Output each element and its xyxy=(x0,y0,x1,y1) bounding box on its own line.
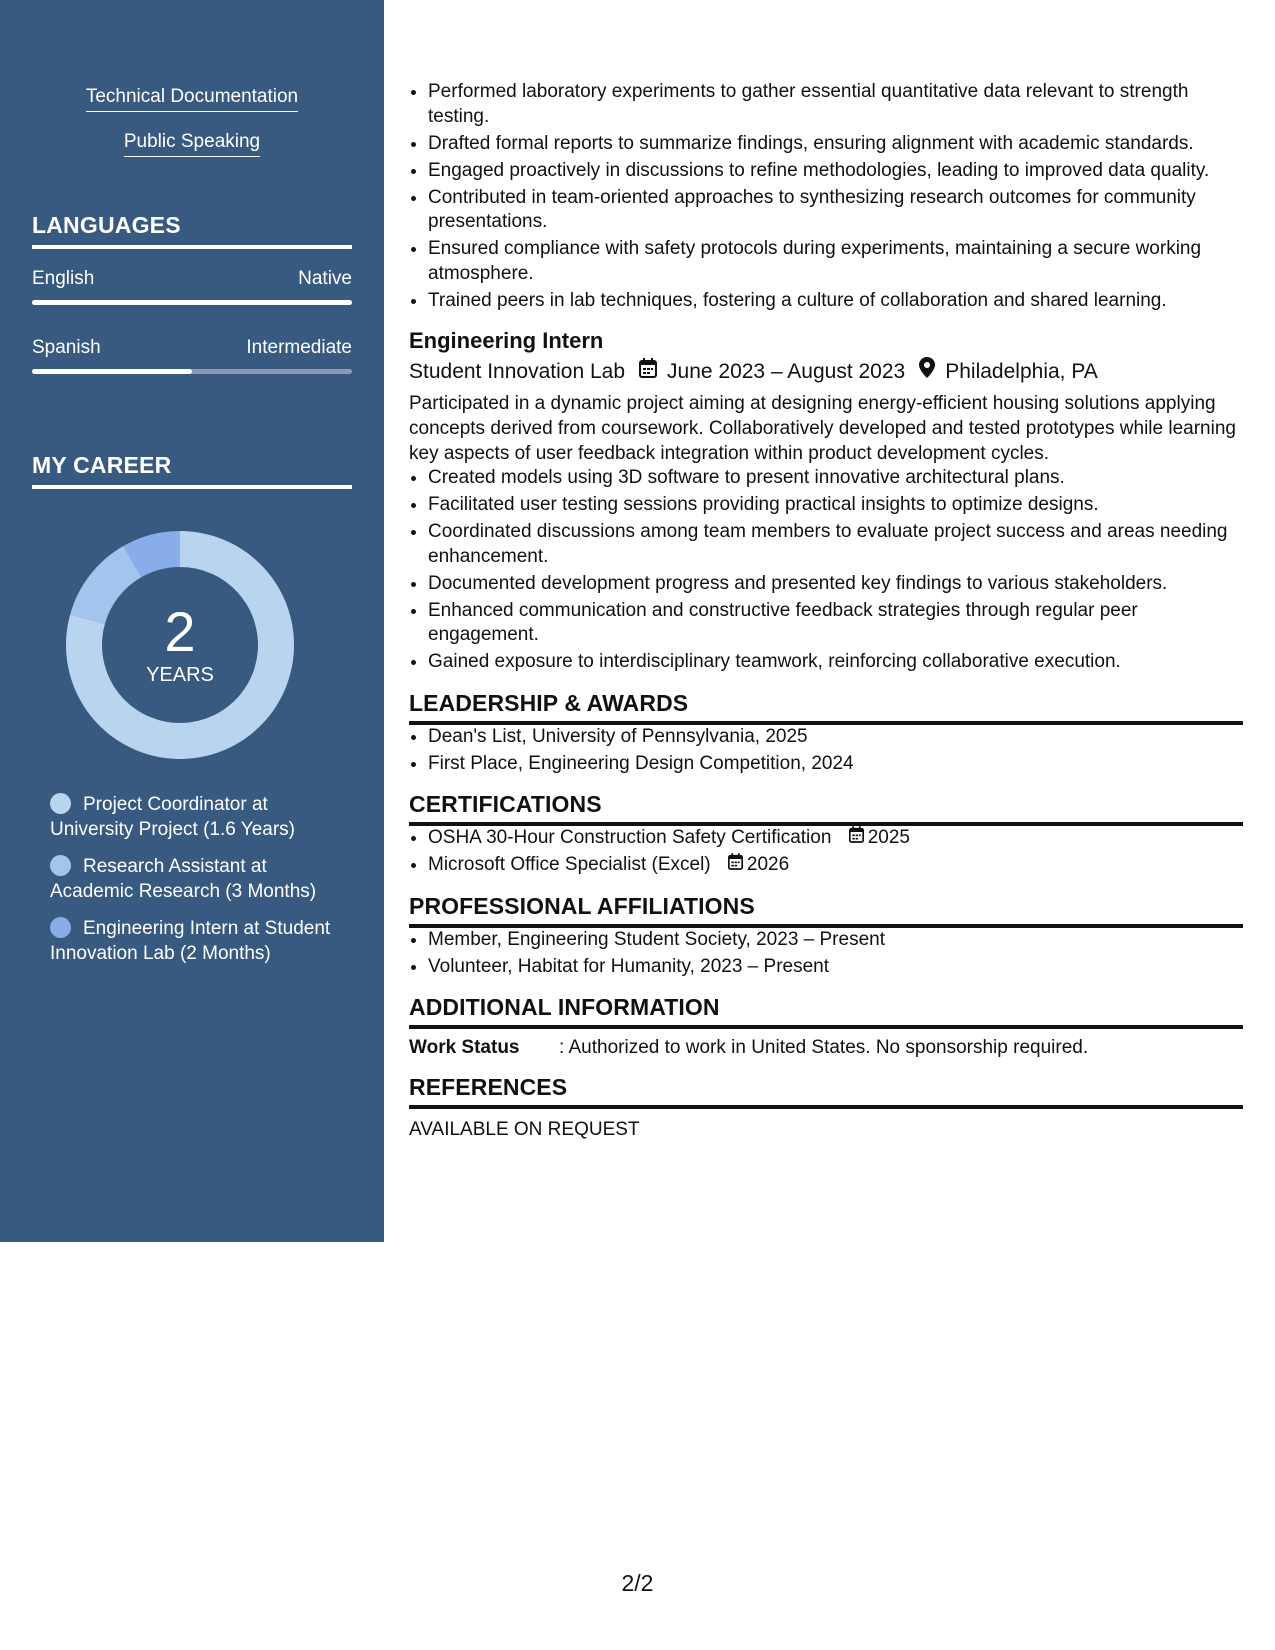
career-legend xyxy=(50,792,350,978)
career-legend-item xyxy=(50,916,350,966)
list-item: • Dean's List, University of Pennsylvania, 2025 xyxy=(428,725,1243,750)
list-item: • Contributed in team-oriented approaches to synthesizing research outcomes for community presentations. xyxy=(428,186,1243,235)
affiliations-list xyxy=(409,928,1243,980)
language-proficiency-fill xyxy=(32,369,192,374)
job-title: Engineering Intern xyxy=(409,328,604,353)
career-legend-item xyxy=(50,854,350,904)
job-company: Student Innovation Lab xyxy=(409,360,626,383)
language-proficiency-fill xyxy=(32,300,352,305)
list-item: • Ensured compliance with safety protocols during experiments, maintaining a secure working atmosphere. xyxy=(428,237,1243,286)
career-legend-item xyxy=(50,792,350,842)
page-number: 2/2 xyxy=(621,1570,654,1596)
legend-dot-icon xyxy=(50,793,71,814)
language-proficiency-bar xyxy=(32,300,352,305)
career-legend-label: Project Coordinator at University Project (1.6 Years) xyxy=(50,794,295,840)
skill-item: Public Speaking xyxy=(124,130,260,157)
references-heading: REFERENCES xyxy=(409,1074,1243,1109)
language-level: Intermediate xyxy=(246,337,352,358)
certifications-heading: CERTIFICATIONS xyxy=(409,791,1243,826)
skills-list xyxy=(0,85,384,175)
language-row xyxy=(32,268,352,290)
language-name: English xyxy=(32,268,95,289)
language-proficiency-bar xyxy=(32,369,352,374)
work-status-row xyxy=(409,1037,1243,1059)
list-item: • Member, Engineering Student Society, 2023 – Present xyxy=(428,928,1243,953)
calendar-icon xyxy=(639,357,657,387)
language-level: Native xyxy=(298,268,352,289)
list-item: • Gained exposure to interdisciplinary teamwork, reinforcing collaborative execution. xyxy=(428,650,1243,675)
list-item: • Engaged proactively in discussions to refine methodologies, leading to improved data quality. xyxy=(428,159,1243,184)
career-heading: MY CAREER xyxy=(32,452,352,489)
list-item: • Created models using 3D software to present innovative architectural plans. xyxy=(428,466,1243,491)
job-meta xyxy=(409,357,1243,387)
list-item: • Performed laboratory experiments to gather essential quantitative data relevant to strength testing. xyxy=(428,80,1243,129)
list-item xyxy=(428,826,1243,851)
career-total-unit: YEARS xyxy=(146,664,214,686)
job-description: Participated in a dynamic project aiming at designing energy-efficient housing solutions applying concepts derived from coursework. Collaboratively developed and tested prototypes while learning key aspects of user feedback integration within product development cycles. xyxy=(409,393,1236,464)
career-legend-label: Engineering Intern at Student Innovation Lab (2 Months) xyxy=(50,918,331,964)
affiliations-heading: PROFESSIONAL AFFILIATIONS xyxy=(409,893,1243,928)
legend-dot-icon xyxy=(50,917,71,938)
list-item: • Drafted formal reports to summarize findings, ensuring alignment with academic standards. xyxy=(428,132,1243,157)
certifications-list xyxy=(409,826,1243,878)
work-status-value: : Authorized to work in United States. No sponsorship required. xyxy=(559,1037,1089,1058)
certification-year: 2025 xyxy=(867,827,910,848)
list-item: • Documented development progress and presented key findings to various stakeholders. xyxy=(428,572,1243,597)
legend-dot-icon xyxy=(50,855,71,876)
calendar-icon xyxy=(728,853,747,878)
list-item: • Facilitated user testing sessions providing practical insights to optimize designs. xyxy=(428,493,1243,518)
list-item xyxy=(428,853,1243,878)
main-content xyxy=(409,80,1243,1141)
languages-heading: LANGUAGES xyxy=(32,212,352,249)
career-total-number: 2 xyxy=(164,600,196,663)
list-item: • Coordinated discussions among team members to evaluate project success and areas needing enhancement. xyxy=(428,520,1243,569)
certification-year: 2026 xyxy=(746,854,790,875)
career-legend-label: Research Assistant at Academic Research (3 Months) xyxy=(50,856,317,902)
language-name: Spanish xyxy=(32,337,101,358)
certification-name: OSHA 30-Hour Construction Safety Certification xyxy=(428,827,832,848)
certification-date xyxy=(849,826,910,851)
job-dates: June 2023 – August 2023 xyxy=(667,360,906,383)
job-location: Philadelphia, PA xyxy=(945,360,1098,383)
references-text: AVAILABLE ON REQUEST xyxy=(409,1119,640,1140)
location-pin-icon xyxy=(919,357,935,387)
list-item: • Enhanced communication and constructive feedback strategies through regular peer engagement. xyxy=(428,599,1243,648)
job-bullets xyxy=(409,466,1243,675)
calendar-icon xyxy=(849,826,868,851)
language-row xyxy=(32,337,352,359)
certification-name: Microsoft Office Specialist (Excel) xyxy=(428,854,711,875)
list-item: • Volunteer, Habitat for Humanity, 2023 – Present xyxy=(428,955,1243,980)
sidebar xyxy=(0,0,384,1242)
list-item: • Trained peers in lab techniques, fostering a culture of collaboration and shared learning. xyxy=(428,289,1243,314)
list-item: • First Place, Engineering Design Competition, 2024 xyxy=(428,752,1243,777)
previous-job-bullets xyxy=(409,80,1243,313)
skill-item: Technical Documentation xyxy=(86,85,298,112)
work-status-label: Work Status xyxy=(409,1037,520,1058)
certification-date xyxy=(728,853,789,878)
additional-info-heading: ADDITIONAL INFORMATION xyxy=(409,994,1243,1029)
awards-list xyxy=(409,725,1243,777)
awards-heading: LEADERSHIP & AWARDS xyxy=(409,690,1243,725)
